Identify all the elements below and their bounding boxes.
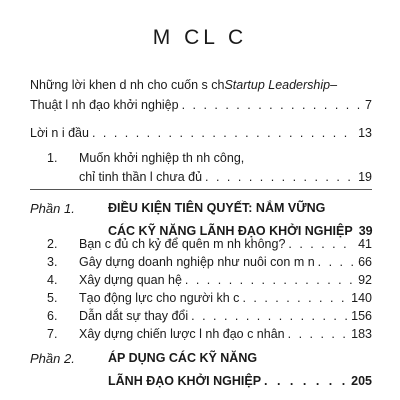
toc-entry-foreword[interactable] bbox=[30, 125, 372, 141]
leader-dots bbox=[92, 125, 355, 141]
page-number: 92 bbox=[358, 273, 372, 287]
toc-entry-praise-dash: – bbox=[330, 78, 338, 92]
page-number: 41 bbox=[358, 237, 372, 251]
chapter-number: 5. bbox=[47, 291, 58, 305]
chapter-title: Gây dựng doanh nghiệp như nuôi con m n bbox=[79, 255, 315, 269]
toc-chapter-7[interactable] bbox=[47, 326, 372, 342]
part-2-label: Phần 2. bbox=[30, 351, 75, 366]
toc-chapter-2[interactable] bbox=[47, 236, 372, 252]
part-title-line2: CÁC KỸ NĂNG LÃNH ĐẠO KHỞI NGHIỆP bbox=[108, 224, 353, 238]
toc-title: M CL C bbox=[152, 26, 248, 49]
leader-dots bbox=[318, 254, 355, 270]
page-number: 7 bbox=[365, 98, 372, 112]
leader-dots bbox=[288, 236, 355, 252]
toc-chapter-1[interactable] bbox=[47, 150, 372, 185]
chapter-title-line2: chỉ tinh thần l chưa đủ bbox=[79, 170, 203, 184]
toc-chapter-4[interactable] bbox=[47, 272, 372, 288]
chapter-title: Dẫn dắt sự thay đổi bbox=[79, 309, 189, 323]
toc-chapter-6[interactable] bbox=[47, 308, 372, 324]
chapter-number: 4. bbox=[47, 273, 58, 287]
section-divider bbox=[30, 189, 372, 190]
page-number: 205 bbox=[351, 374, 372, 388]
toc-entry-praise-line1: Những lời khen d nh cho cuốn s ch bbox=[30, 78, 225, 92]
toc-part-1[interactable] bbox=[108, 199, 372, 241]
chapter-title-line1: Muốn khởi nghiệp th nh công, bbox=[79, 151, 245, 165]
leader-dots bbox=[242, 290, 348, 306]
chapter-title: Bạn c đủ ch kỷ để quên m nh không? bbox=[79, 237, 286, 251]
leader-dots bbox=[182, 97, 362, 113]
leader-dots bbox=[191, 308, 348, 324]
part-title-line1: ÁP DỤNG CÁC KỸ NĂNG bbox=[108, 351, 258, 365]
toc-chapter-3[interactable] bbox=[47, 254, 372, 270]
chapter-number: 6. bbox=[47, 309, 58, 323]
chapter-title: Tạo động lực cho người kh c bbox=[79, 291, 240, 305]
toc-entry-label: Lời n i đầu bbox=[30, 126, 89, 140]
chapter-title: Xây dựng quan hệ bbox=[79, 273, 182, 287]
page-number: 156 bbox=[351, 309, 372, 323]
page-number: 66 bbox=[358, 255, 372, 269]
leader-dots bbox=[288, 326, 349, 342]
page-number: 183 bbox=[351, 327, 372, 341]
page-number: 39 bbox=[358, 224, 373, 238]
toc-entry-praise-line2: Thuật l nh đạo khởi nghiệp bbox=[30, 98, 179, 112]
toc-part-2[interactable] bbox=[108, 349, 372, 391]
part-1-label: Phần 1. bbox=[30, 201, 75, 216]
part-title-line1: ĐIỀU KIỆN TIÊN QUYẾT: NẮM VỮNG bbox=[108, 201, 326, 215]
page-number: 19 bbox=[358, 170, 372, 184]
chapter-number: 1. bbox=[47, 151, 58, 165]
page-number: 13 bbox=[358, 126, 372, 140]
chapter-number: 3. bbox=[47, 255, 58, 269]
chapter-title: Xây dựng chiến lược l nh đạo c nhân bbox=[79, 327, 285, 341]
leader-dots bbox=[205, 169, 355, 185]
leader-dots bbox=[264, 372, 348, 391]
part-title-line2: LÃNH ĐẠO KHỞI NGHIỆP bbox=[108, 374, 262, 388]
chapter-number: 2. bbox=[47, 237, 58, 251]
page-number: 140 bbox=[351, 291, 372, 305]
toc-chapter-5[interactable] bbox=[47, 290, 372, 306]
leader-dots bbox=[185, 272, 355, 288]
toc-entry-praise-book-title: Startup Leadership bbox=[224, 78, 331, 92]
chapter-number: 7. bbox=[47, 327, 58, 341]
toc-entry-praise[interactable] bbox=[30, 77, 372, 113]
